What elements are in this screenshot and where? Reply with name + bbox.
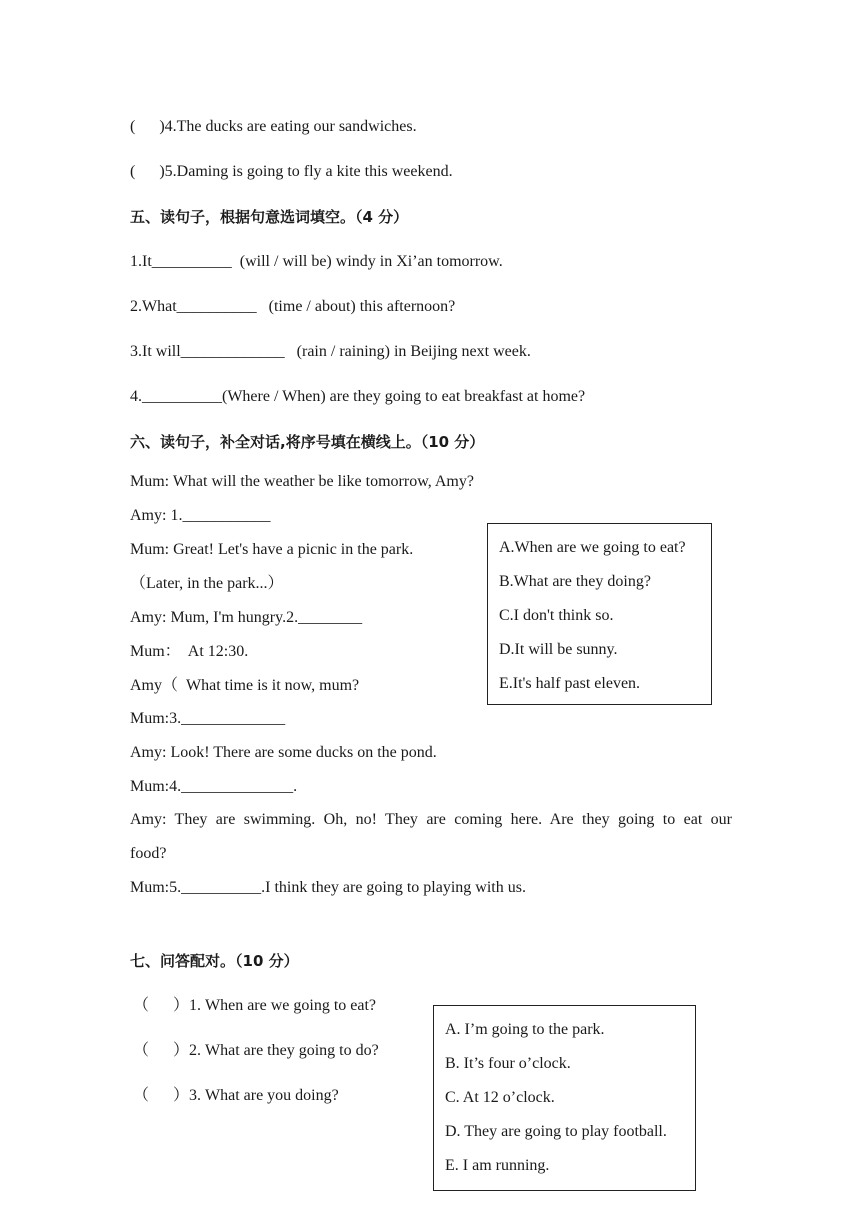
dialog-line-2: Amy: 1.___________ xyxy=(130,507,271,524)
sec7-question-3: （ ）3. What are you doing? xyxy=(133,1087,339,1104)
sec7-title: 七、问答配对。（10 分） xyxy=(130,952,299,970)
sec6-option-c: C.I don't think so. xyxy=(499,607,614,624)
dialog-line-9: Amy: Look! There are some ducks on the pond. xyxy=(130,744,437,761)
sec6-option-d: D.It will be sunny. xyxy=(499,641,618,658)
sec4-question-4: ( )4.The ducks are eating our sandwiches. xyxy=(130,118,417,135)
sec6-option-e: E.It's half past eleven. xyxy=(499,675,641,692)
dialog-line-8: Mum:3._____________ xyxy=(130,710,286,727)
sec6-options-box xyxy=(487,523,712,705)
dialog-line-1: Mum: What will the weather be like tomorrow, Amy? xyxy=(130,473,474,490)
sec7-option-c: C. At 12 o’clock. xyxy=(445,1089,555,1106)
sec6-title: 六、读句子，补全对话,将序号填在横线上。（10 分） xyxy=(130,433,485,451)
sec6-option-b: B.What are they doing? xyxy=(499,573,651,590)
dialog-line-13: Mum:5.__________.I think they are going to playing with us. xyxy=(130,879,526,896)
sec5-question-2: 2.What__________ (time / about) this afternoon? xyxy=(130,298,456,315)
sec7-option-b: B. It’s four o’clock. xyxy=(445,1055,571,1072)
dialog-line-10: Mum:4.______________. xyxy=(130,778,298,795)
sec7-option-a: A. I’m going to the park. xyxy=(445,1021,605,1038)
sec6-option-a: A.When are we going to eat? xyxy=(499,539,686,556)
sec5-question-1: 1.It__________ (will / will be) windy in Xi’an tomorrow. xyxy=(130,253,503,270)
dialog-line-12: food? xyxy=(130,845,167,862)
sec7-options-box xyxy=(433,1005,696,1191)
sec5-title: 五、读句子，根据句意选词填空。（4 分） xyxy=(130,208,409,226)
sec7-option-e: E. I am running. xyxy=(445,1157,550,1174)
dialog-line-3: Mum: Great! Let's have a picnic in the park. xyxy=(130,541,414,558)
dialog-line-4: （Later, in the park...） xyxy=(130,575,284,592)
sec7-question-2: （ ）2. What are they going to do? xyxy=(133,1042,379,1059)
dialog-line-11: Amy: They are swimming. Oh, no! They are coming here. Are they going to eat our xyxy=(130,811,732,828)
dialog-line-5: Amy: Mum, I'm hungry.2.________ xyxy=(130,609,363,626)
sec7-option-d: D. They are going to play football. xyxy=(445,1123,667,1140)
sec7-question-1: （ ）1. When are we going to eat? xyxy=(133,997,377,1014)
dialog-line-6: Mum： At 12:30. xyxy=(130,643,249,660)
sec5-question-3: 3.It will_____________ (rain / raining) in Beijing next week. xyxy=(130,343,531,360)
dialog-line-7: Amy（ What time is it now, mum? xyxy=(130,677,360,694)
sec4-question-5: ( )5.Daming is going to fly a kite this weekend. xyxy=(130,163,453,180)
sec5-question-4: 4.__________(Where / When) are they going to eat breakfast at home? xyxy=(130,388,586,405)
